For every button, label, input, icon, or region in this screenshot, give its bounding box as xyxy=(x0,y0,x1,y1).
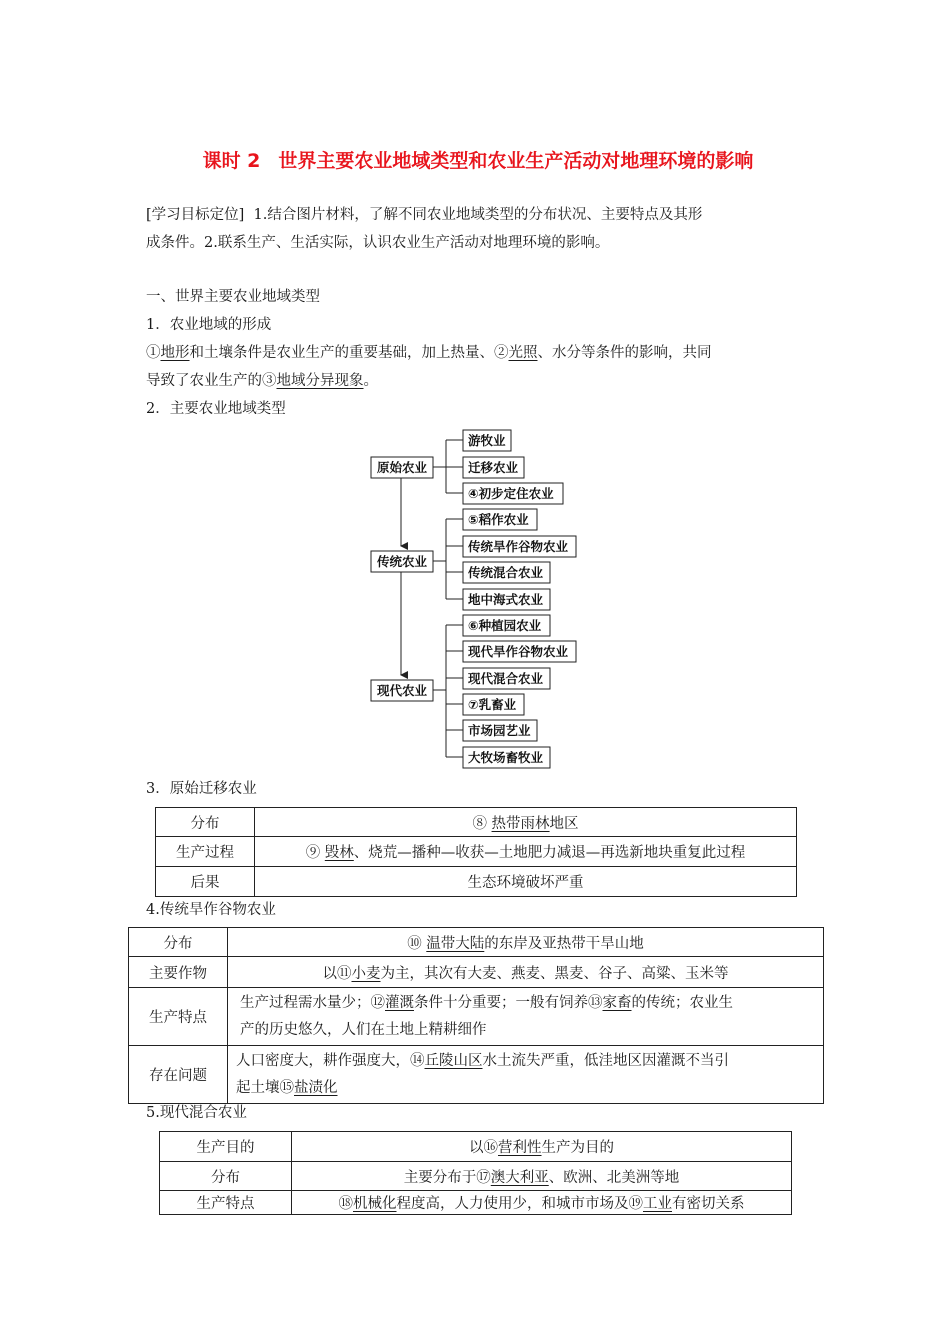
table-row xyxy=(129,957,824,988)
table-key: 后果 xyxy=(156,867,255,897)
subheading-1: 1．农业地域的形成 xyxy=(146,317,272,333)
table-value: 人口密度大，耕作强度大，⑭丘陵山区水土流失严重，低洼地区因灌溉不当引 起土壤⑮盐渍化 xyxy=(228,1046,824,1104)
table-key: 主要作物 xyxy=(129,957,228,988)
table-mixed-agriculture xyxy=(159,1131,792,1215)
table-row xyxy=(160,1132,792,1162)
tree-leaf: 迁移农业 xyxy=(468,460,519,475)
blank-answer: 机械化 xyxy=(353,1196,397,1212)
blank-answer: 灌溉 xyxy=(385,994,414,1011)
table-value: ⑱机械化程度高，人力使用少，和城市市场及⑲工业有密切关系 xyxy=(292,1191,792,1215)
blank-answer: 工业 xyxy=(643,1196,672,1212)
blank-answer: 小麦 xyxy=(351,965,381,982)
subheading-2: 2．主要农业地域类型 xyxy=(146,401,286,417)
tree-leaf: 游牧业 xyxy=(468,433,506,448)
blank-answer: 热带雨林 xyxy=(491,815,550,832)
tree-leaf: 现代旱作谷物农业 xyxy=(468,644,569,659)
goal-line-2: 成条件。2.联系生产、生活实际，认识农业生产活动对地理环境的影响。 xyxy=(146,235,610,251)
blank-answer: 地域分异现象 xyxy=(276,373,364,389)
blank-answer: 丘陵山区 xyxy=(424,1052,483,1069)
section-heading: 一、世界主要农业地域类型 xyxy=(146,289,320,305)
table-value: 生态环境破坏严重 xyxy=(255,867,797,897)
tree-leaf: ⑥种植园农业 xyxy=(468,618,542,633)
tree-leaf: ⑦乳畜业 xyxy=(468,697,517,712)
tree-leaf: 地中海式农业 xyxy=(468,592,544,607)
table-row xyxy=(156,867,797,897)
blank-answer: 温带大陆 xyxy=(426,935,485,952)
title-main: 世界主要农业地域类型和农业生产活动对地理环境的影响 xyxy=(278,150,754,172)
table-row xyxy=(129,928,824,957)
subheading-3: 3．原始迁移农业 xyxy=(146,781,257,797)
blank-answer: 毁林 xyxy=(324,845,354,861)
table-value: 以⑯营利性生产为目的 xyxy=(292,1132,792,1162)
tree-leaf: 传统旱作谷物农业 xyxy=(468,539,569,554)
tree-leaf: 现代混合农业 xyxy=(468,671,544,686)
tree-leaf: 传统混合农业 xyxy=(468,565,544,580)
tree-root-modern: 现代农业 xyxy=(376,683,428,698)
table-value: 以⑪小麦为主，其次有大麦、燕麦、黑麦、谷子、高粱、玉米等 xyxy=(228,957,824,988)
table-key: 生产过程 xyxy=(156,837,255,867)
table-row xyxy=(156,808,797,837)
table-value: 主要分布于⑰澳大利亚、欧洲、北美洲等地 xyxy=(292,1162,792,1191)
blank-answer: 盐渍化 xyxy=(294,1079,338,1096)
tree-leaf: ⑤稻作农业 xyxy=(468,512,529,527)
table-value: 生产过程需水量少；⑫灌溉条件十分重要；一般有饲养⑬家畜的传统；农业生 产的历史悠久，人们在土地上精耕细作 xyxy=(228,988,824,1046)
table-key: 分布 xyxy=(160,1162,292,1191)
table-dry-grain-agriculture xyxy=(128,927,824,1104)
table-row xyxy=(129,988,824,1046)
table-key: 存在问题 xyxy=(129,1046,228,1104)
blank-answer: 光照 xyxy=(508,345,538,361)
table-migratory-agriculture xyxy=(155,807,797,897)
tree-root-traditional: 传统农业 xyxy=(376,554,428,569)
goal-text-1: 1.结合图片材料，了解不同农业地域类型的分布状况、主要特点及其形 xyxy=(253,207,703,223)
table-row xyxy=(160,1191,792,1215)
table-row xyxy=(160,1162,792,1191)
tree-leaf: 大牧场畜牧业 xyxy=(468,750,544,765)
tree-leaf: 市场园艺业 xyxy=(468,723,531,738)
table-key: 生产特点 xyxy=(129,988,228,1046)
table-key: 分布 xyxy=(156,808,255,837)
subheading-5: 5.现代混合农业 xyxy=(146,1105,247,1121)
tree-root-primitive: 原始农业 xyxy=(376,460,428,475)
table-key: 生产目的 xyxy=(160,1132,292,1162)
blank-answer: 澳大利亚 xyxy=(490,1169,549,1186)
paragraph-line-2: 导致了农业生产的③地域分异现象。 xyxy=(146,373,378,389)
table-key: 分布 xyxy=(129,928,228,957)
paragraph-line-1: ①地形和土壤条件是农业生产的重要基础，加上热量、②光照、水分等条件的影响，共同 xyxy=(146,345,712,361)
table-row xyxy=(156,837,797,867)
blank-answer: 营利性 xyxy=(498,1140,542,1156)
goal-tag: [学习目标定位] xyxy=(146,207,245,223)
blank-answer: 家畜 xyxy=(602,994,632,1011)
table-value: ⑨ 毁林、烧荒—播种—收获—土地肥力减退—再选新地块重复此过程 xyxy=(255,837,797,867)
tree-leaf: ④初步定住农业 xyxy=(468,486,554,501)
blank-answer: 地形 xyxy=(160,345,190,361)
title-prefix: 课时 2 xyxy=(202,150,261,172)
subheading-4: 4.传统旱作谷物农业 xyxy=(146,902,276,918)
table-value: ⑩ 温带大陆的东岸及亚热带干旱山地 xyxy=(228,928,824,957)
table-key: 生产特点 xyxy=(160,1191,292,1215)
table-row xyxy=(129,1046,824,1104)
table-value: ⑧ 热带雨林地区 xyxy=(255,808,797,837)
